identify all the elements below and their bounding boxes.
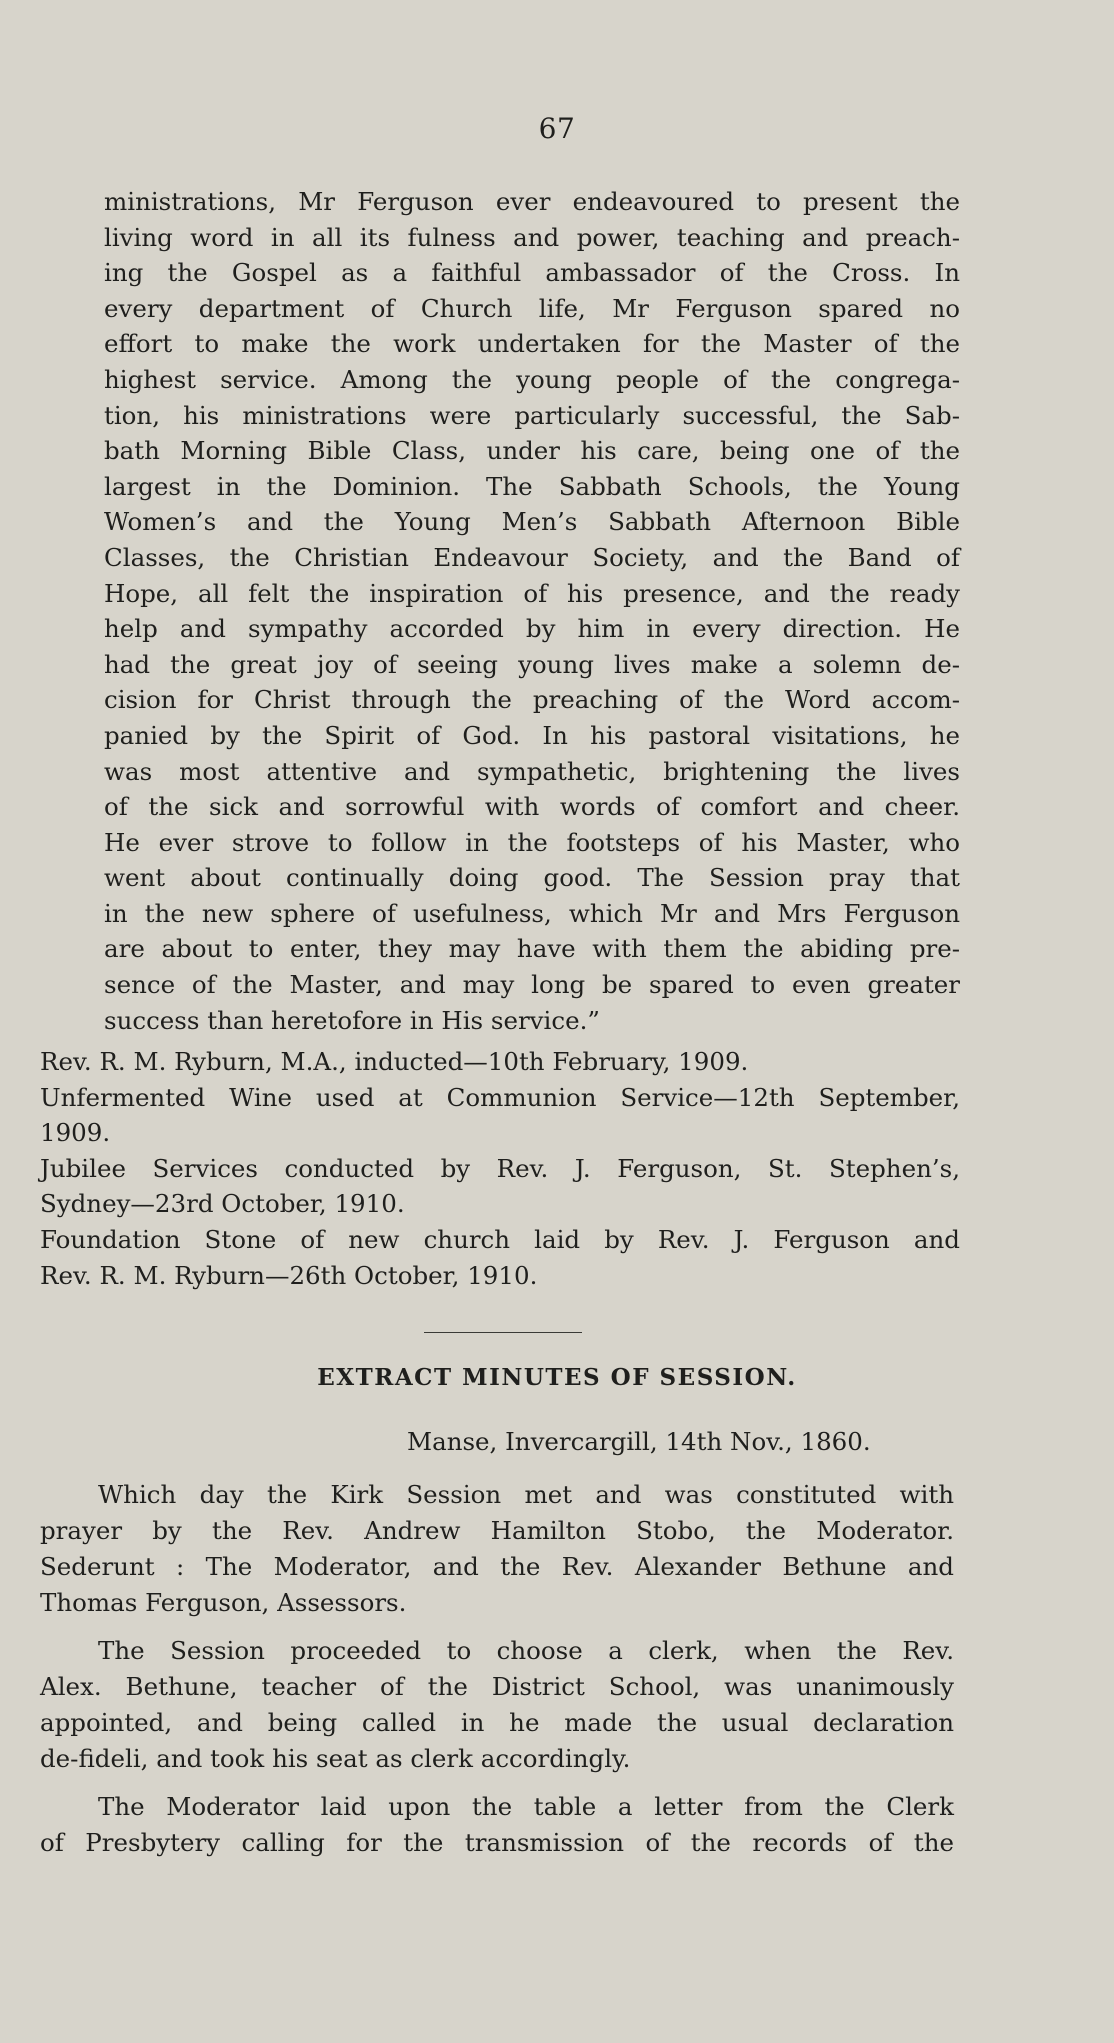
entry-line: 1909. bbox=[40, 1118, 111, 1148]
minutes-paragraph bbox=[40, 1477, 954, 1621]
entry-line: Rev. R. M. Ryburn—26th October, 1910. bbox=[40, 1260, 538, 1290]
entry-line: Jubilee Services conducted by Rev. J. Ferguson, St. Stephen’s, bbox=[40, 1153, 960, 1183]
minutes-paragraph bbox=[40, 1633, 954, 1777]
minutes-dateline: Manse, Invercargill, 14th Nov., 1860. bbox=[407, 1427, 871, 1456]
text-line: tion, his ministrations were particularly successful, the Sab- bbox=[104, 400, 960, 430]
minutes-body bbox=[40, 1477, 954, 1873]
entry-line: Sydney—23rd October, 1910. bbox=[40, 1189, 405, 1219]
text-line: highest service. Among the young people of the congrega- bbox=[104, 364, 960, 394]
text-line: ing the Gospel as a faithful ambassador of the Cross. In bbox=[104, 258, 960, 288]
text-line: had the great joy of seeing young lives make a solemn de- bbox=[104, 649, 960, 679]
text-line: Hope, all felt the inspiration of his presence, and the ready bbox=[104, 578, 960, 608]
chronology-entries bbox=[40, 1044, 960, 1293]
chronology-entry-foundation-stone bbox=[40, 1222, 960, 1293]
text-line: ministrations, Mr Ferguson ever endeavoured to present the bbox=[104, 187, 960, 216]
text-line: Women’s and the Young Men’s Sabbath Afternoon Bible bbox=[104, 507, 960, 537]
text-line: was most attentive and sympathetic, brightening the lives bbox=[104, 756, 960, 786]
chronology-entry-unfermented-wine bbox=[40, 1080, 960, 1151]
text-line: cision for Christ through the preaching of the Word accom- bbox=[104, 685, 960, 715]
text-line: are about to enter, they may have with them the abiding pre- bbox=[104, 934, 960, 964]
text-line: every department of Church life, Mr Ferguson spared no bbox=[104, 293, 960, 323]
text-line: went about continually doing good. The Session pray that bbox=[104, 863, 960, 893]
text-line: Classes, the Christian Endeavour Society, and the Band of bbox=[104, 542, 960, 572]
text-line: sence of the Master, and may long be spared to even greater bbox=[104, 970, 960, 1000]
text-line: living word in all its fulness and power, teaching and preach- bbox=[104, 222, 960, 252]
text-line: bath Morning Bible Class, under his care, being one of the bbox=[104, 436, 960, 466]
text-line: effort to make the work undertaken for the Master of the bbox=[104, 329, 960, 359]
text-line: largest in the Dominion. The Sabbath Schools, the Young bbox=[104, 471, 960, 501]
text-line: He ever strove to follow in the footsteps of his Master, who bbox=[104, 827, 960, 857]
section-heading: EXTRACT MINUTES OF SESSION. bbox=[317, 1364, 797, 1391]
entry-line: Unfermented Wine used at Communion Service—12th September, bbox=[40, 1082, 960, 1112]
text-line: success than heretofore in His service.” bbox=[104, 1005, 600, 1035]
text-line: de-fideli, and took his seat as clerk accordingly. bbox=[40, 1744, 631, 1773]
section-divider bbox=[424, 1332, 582, 1333]
entry-line: Rev. R. M. Ryburn, M.A., inducted—10th February, 1909. bbox=[40, 1047, 749, 1076]
text-line: in the new sphere of usefulness, which Mr and Mrs Ferguson bbox=[104, 898, 960, 928]
text-line: Thomas Ferguson, Assessors. bbox=[40, 1588, 407, 1617]
text-line: Alex. Bethune, teacher of the District School, was unanimously bbox=[40, 1672, 954, 1701]
entry-line: Foundation Stone of new church laid by Rev. J. Ferguson and bbox=[40, 1224, 960, 1254]
chronology-entry-induction bbox=[40, 1044, 960, 1080]
quote-paragraph bbox=[104, 184, 960, 1038]
page-number: 67 bbox=[538, 112, 576, 145]
chronology-entry-jubilee bbox=[40, 1151, 960, 1222]
text-line: appointed, and being called in he made the usual declaration bbox=[40, 1708, 954, 1737]
minutes-paragraph bbox=[40, 1789, 954, 1861]
text-line: The Session proceeded to choose a clerk, when the Rev. bbox=[98, 1636, 954, 1665]
text-line: Which day the Kirk Session met and was constituted with bbox=[98, 1480, 954, 1509]
text-line: panied by the Spirit of God. In his pastoral visitations, he bbox=[104, 720, 960, 750]
text-line: of the sick and sorrowful with words of comfort and cheer. bbox=[104, 792, 960, 822]
text-line: Sederunt : The Moderator, and the Rev. Alexander Bethune and bbox=[40, 1552, 954, 1581]
text-line: The Moderator laid upon the table a letter from the Clerk bbox=[98, 1792, 954, 1821]
text-line: help and sympathy accorded by him in every direction. He bbox=[104, 614, 960, 644]
text-line: prayer by the Rev. Andrew Hamilton Stobo, the Moderator. bbox=[40, 1516, 954, 1545]
text-line: of Presbytery calling for the transmission of the records of the bbox=[40, 1828, 954, 1857]
